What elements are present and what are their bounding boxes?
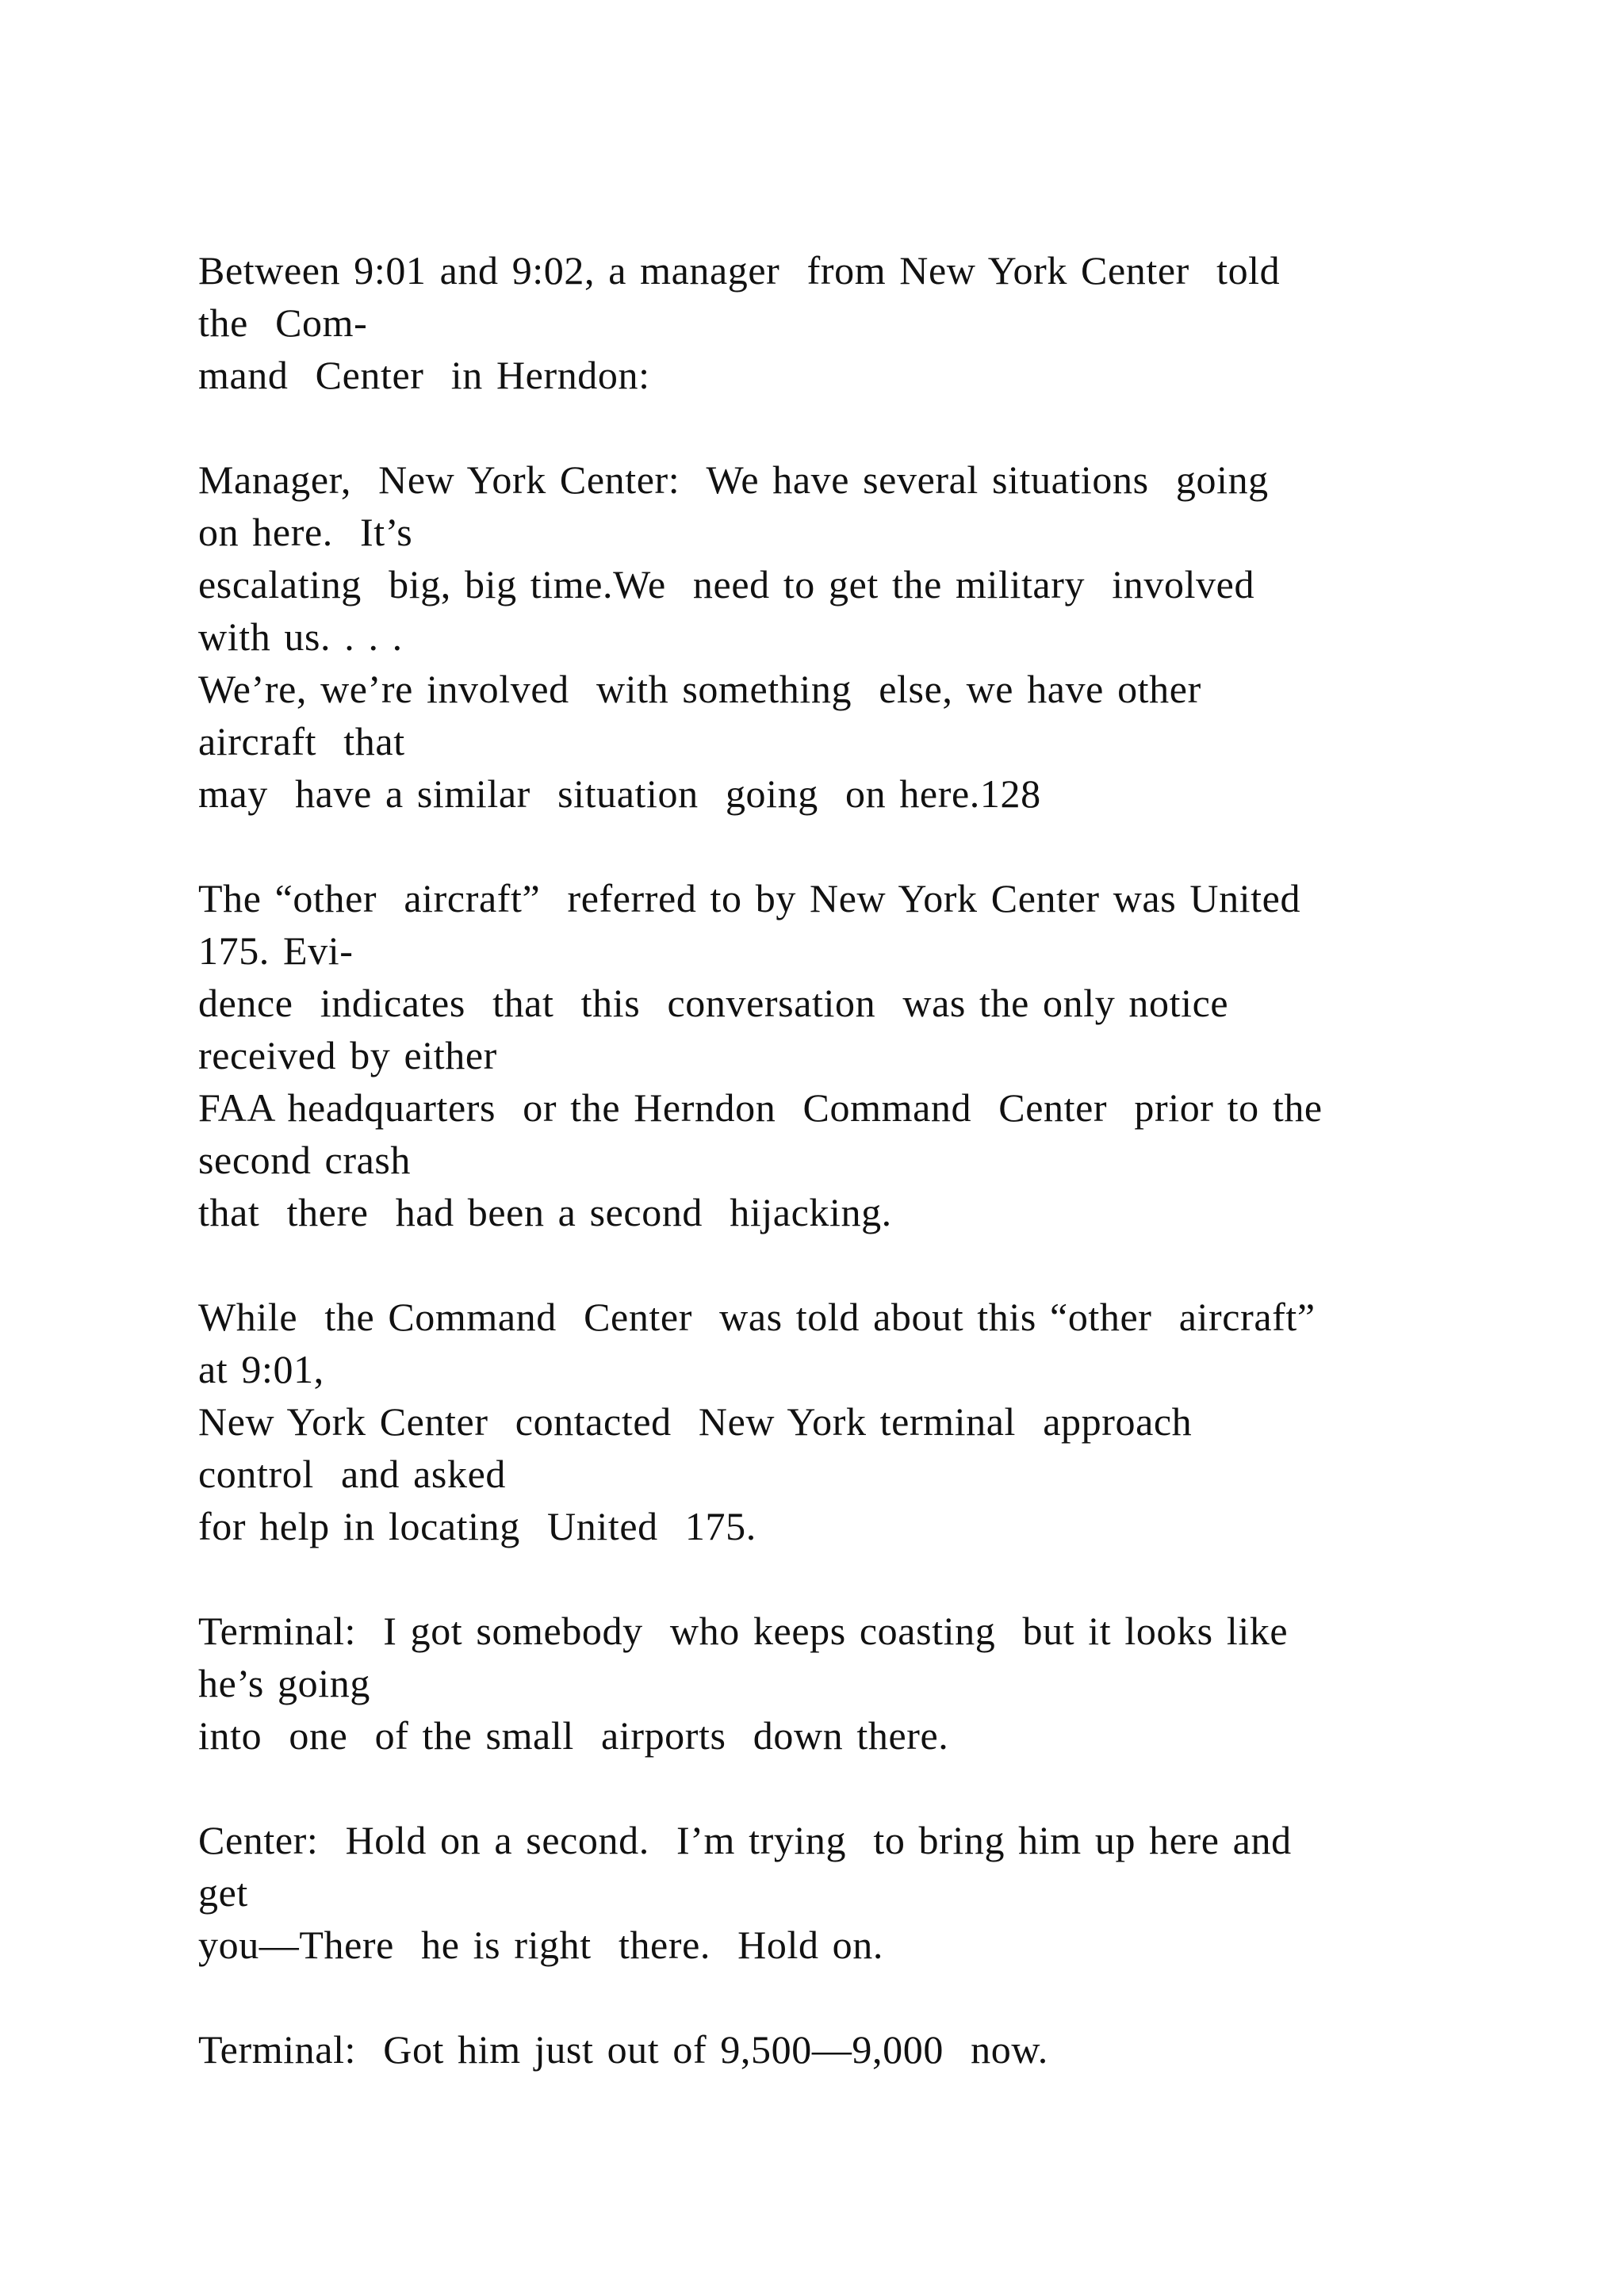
text-line: second crash	[198, 1138, 412, 1182]
text-line: control and asked	[198, 1452, 506, 1496]
text-line: on here. It’s	[198, 510, 413, 554]
paragraph-manager-quote	[198, 453, 1451, 820]
paragraph-terminal-quote	[198, 1605, 1451, 1762]
text-line: aircraft that	[198, 719, 405, 763]
paragraph-terminal-final	[198, 2023, 1451, 2076]
text-line: New York Center contacted New York terminal approach	[198, 1399, 1193, 1444]
paragraph-intro	[198, 244, 1451, 401]
text-line: get	[198, 1870, 248, 1915]
paragraph-command-center	[198, 1291, 1451, 1552]
text-line: with us. . . .	[198, 614, 403, 659]
text-line: he’s going	[198, 1661, 370, 1705]
text-line: Terminal: Got him just out of 9,500—9,000 now.	[198, 2027, 1048, 2072]
paragraph-other-aircraft	[198, 872, 1451, 1238]
text-line: may have a similar situation going on here.128	[198, 771, 1041, 816]
text-line: into one of the small airports down there.	[198, 1713, 949, 1758]
text-line: We’re, we’re involved with something else, we have other	[198, 667, 1201, 711]
text-line: Terminal: I got somebody who keeps coasting but it looks like	[198, 1609, 1289, 1653]
text-line: 175. Evi-	[198, 928, 354, 973]
text-line: The “other aircraft” referred to by New York Center was United	[198, 876, 1301, 920]
text-line: that there had been a second hijacking.	[198, 1190, 892, 1234]
text-line: the Com-	[198, 300, 368, 345]
text-line: escalating big, big time.We need to get the military involved	[198, 562, 1255, 607]
text-line: for help in locating United 175.	[198, 1504, 756, 1548]
document-body	[198, 244, 1451, 2128]
text-line: mand Center in Herndon:	[198, 353, 650, 397]
text-line: While the Command Center was told about this “other aircraft”	[198, 1295, 1316, 1339]
text-line: Center: Hold on a second. I’m trying to bring him up here and	[198, 1818, 1292, 1862]
text-line: Manager, New York Center: We have several situations going	[198, 457, 1269, 502]
text-line: you—There he is right there. Hold on.	[198, 1923, 883, 1967]
text-line: dence indicates that this conversation was the only notice	[198, 981, 1229, 1025]
text-line: received by either	[198, 1033, 497, 1077]
paragraph-center-quote	[198, 1814, 1451, 1971]
text-line: FAA headquarters or the Herndon Command Center prior to the	[198, 1085, 1323, 1130]
text-line: Between 9:01 and 9:02, a manager from New York Center told	[198, 248, 1281, 293]
text-line: at 9:01,	[198, 1347, 324, 1391]
